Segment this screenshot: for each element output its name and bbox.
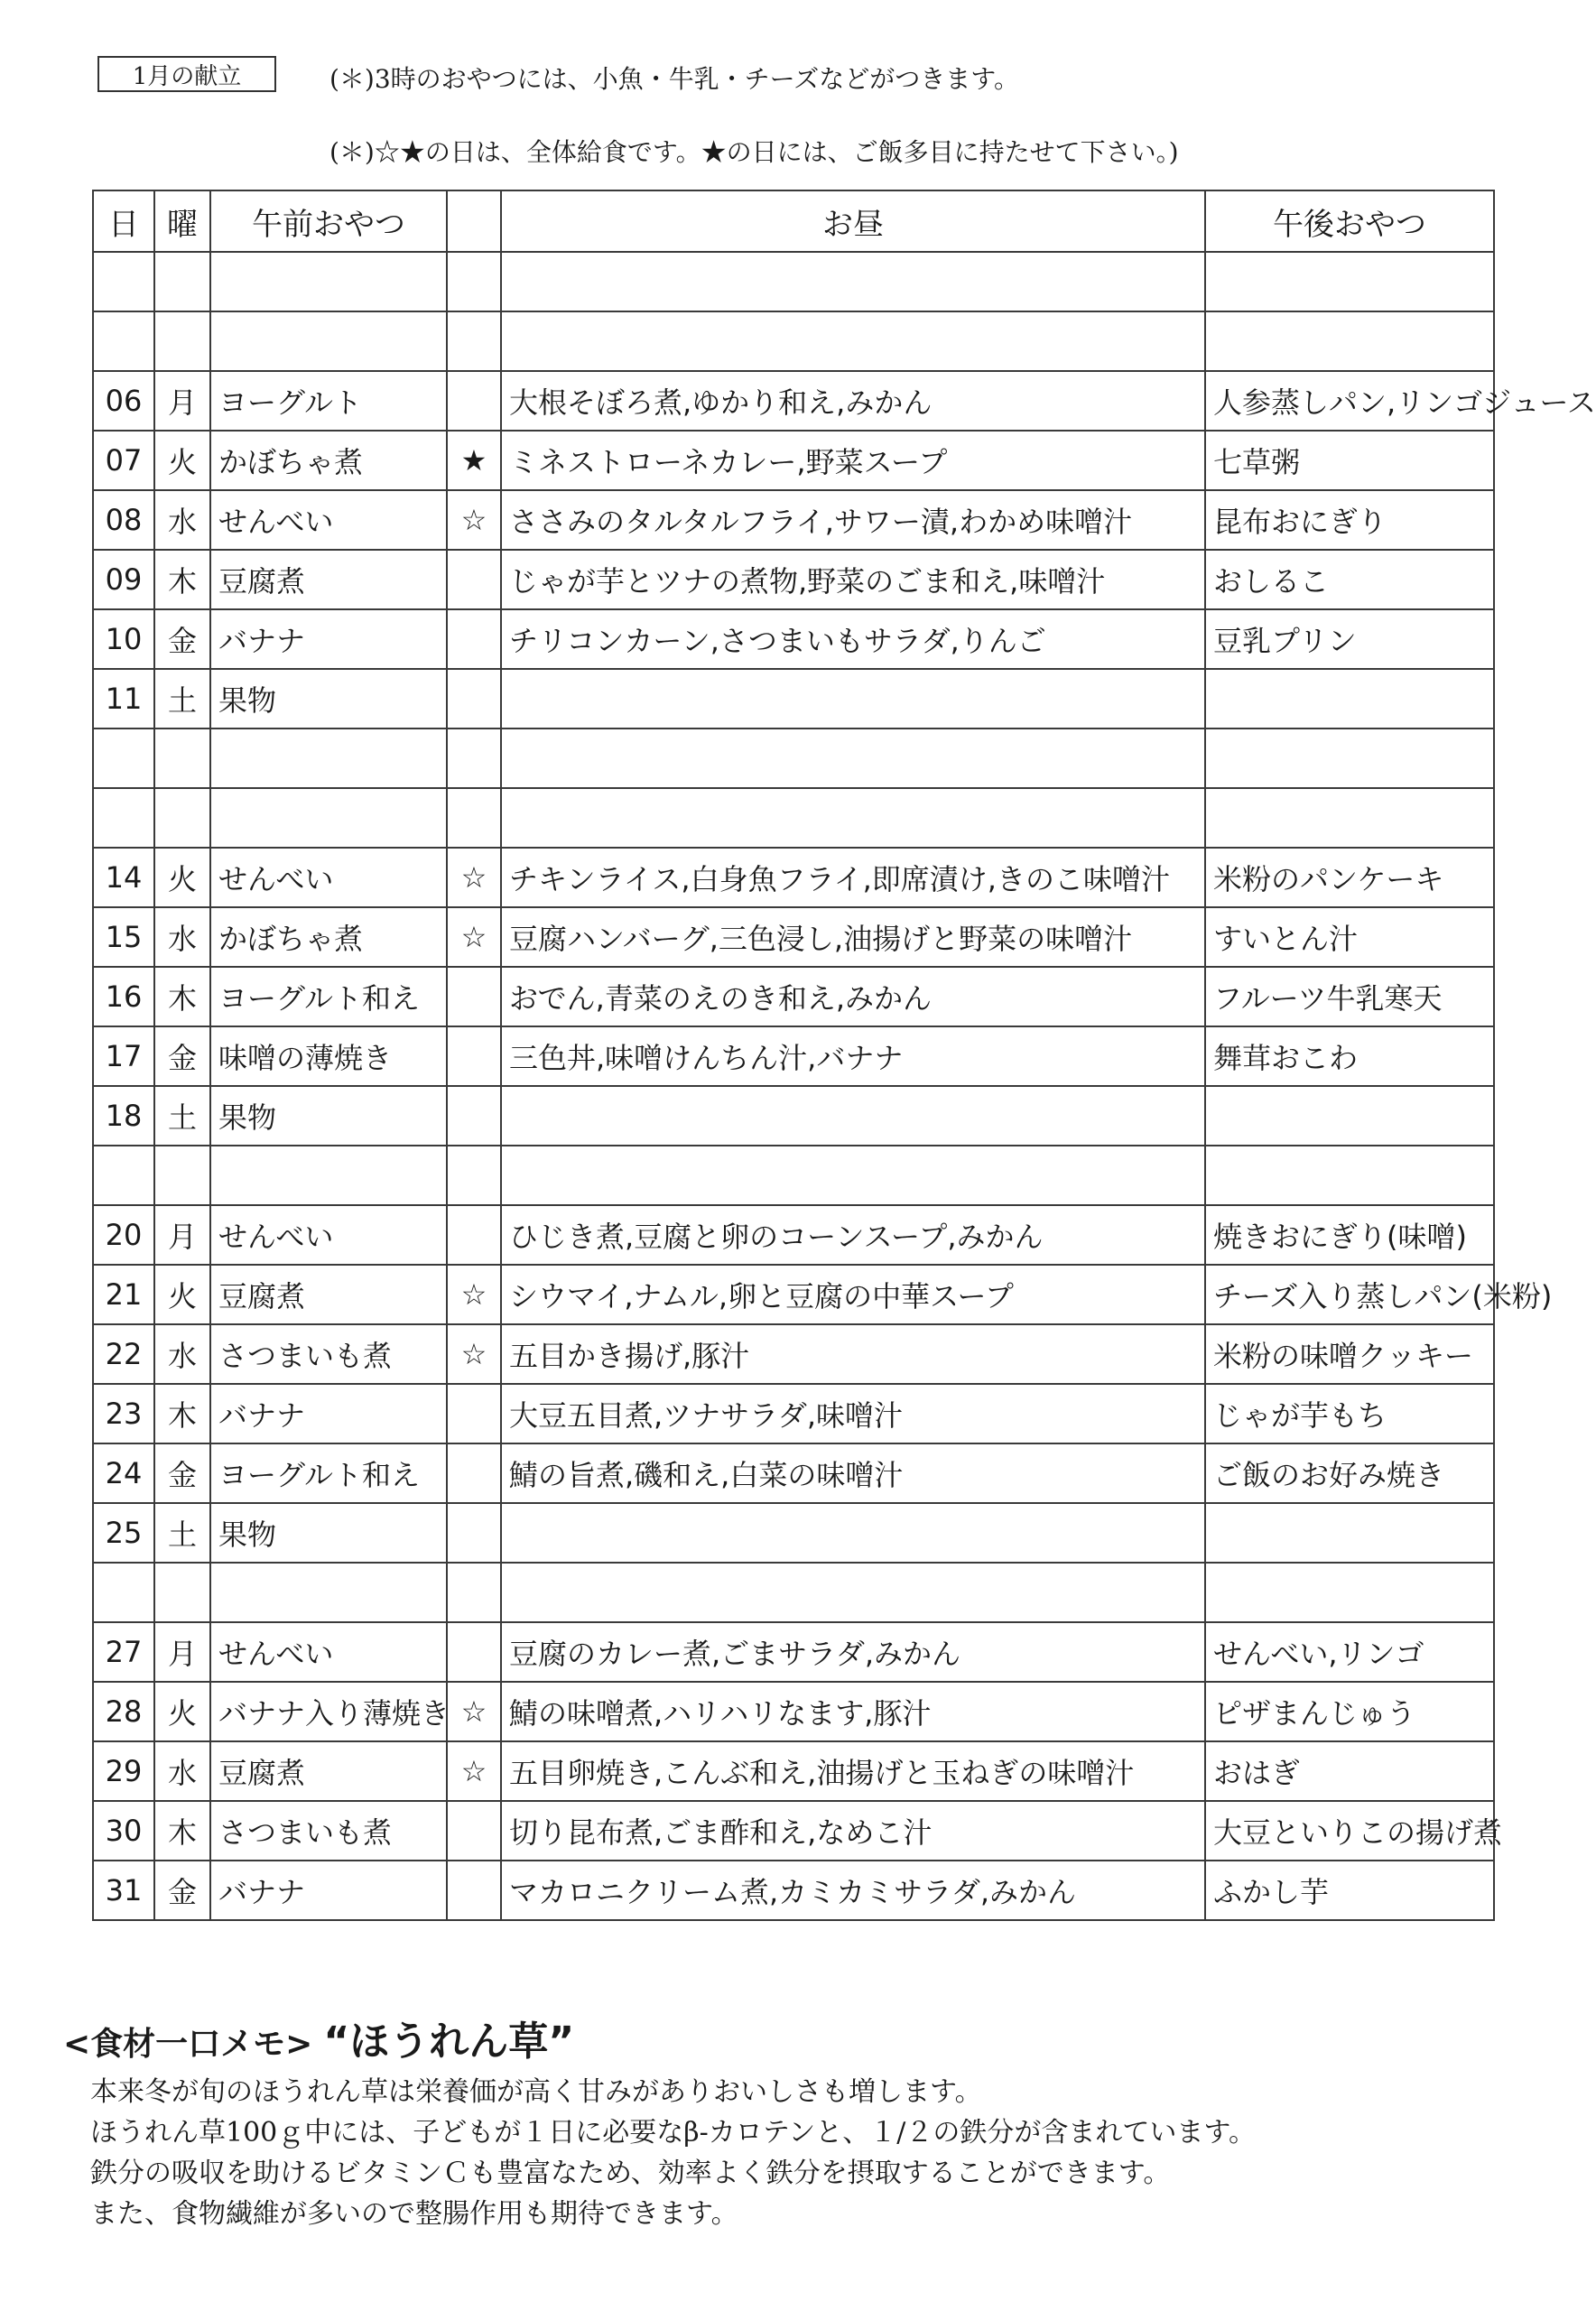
cell-lunch: シウマイ,ナムル,卵と豆腐の中華スープ: [501, 1265, 1205, 1324]
table-row: [93, 431, 1494, 490]
cell-weekday: 木: [154, 1801, 210, 1861]
table-row: [93, 1443, 1494, 1503]
cell-weekday: [154, 252, 210, 311]
cell-day: [93, 1563, 154, 1622]
cell-lunch: じゃが芋とツナの煮物,野菜のごま和え,味噌汁: [501, 550, 1205, 609]
cell-day: 08: [93, 490, 154, 550]
cell-pm-snack: [1205, 669, 1494, 729]
cell-am-snack: さつまいも煮: [210, 1324, 447, 1384]
table-row: [93, 1622, 1494, 1682]
cell-am-snack: [210, 1563, 447, 1622]
cell-lunch: [501, 1563, 1205, 1622]
cell-day: 06: [93, 371, 154, 431]
cell-mark: [447, 311, 501, 371]
cell-lunch: 鯖の味噌煮,ハリハリなます,豚汁: [501, 1682, 1205, 1741]
cell-pm-snack: おしるこ: [1205, 550, 1494, 609]
header-day: 日: [93, 190, 154, 252]
cell-lunch: [501, 729, 1205, 788]
table-row: [93, 371, 1494, 431]
cell-weekday: [154, 311, 210, 371]
cell-weekday: 金: [154, 1026, 210, 1086]
cell-day: 27: [93, 1622, 154, 1682]
table-row: [93, 1026, 1494, 1086]
note-group-meal: (＊)☆★の日は、全体給食です。★の日には、ご飯多目に持たせて下さい。): [329, 137, 1179, 167]
table-row: [93, 729, 1494, 788]
cell-lunch: 大根そぼろ煮,ゆかり和え,みかん: [501, 371, 1205, 431]
cell-day: 11: [93, 669, 154, 729]
table-row: [93, 490, 1494, 550]
cell-mark: [447, 550, 501, 609]
cell-day: 16: [93, 967, 154, 1026]
cell-lunch: 五目かき揚げ,豚汁: [501, 1324, 1205, 1384]
cell-mark: [447, 1563, 501, 1622]
cell-day: 17: [93, 1026, 154, 1086]
cell-lunch: 豆腐のカレー煮,ごまサラダ,みかん: [501, 1622, 1205, 1682]
cell-weekday: 木: [154, 550, 210, 609]
cell-mark: [447, 1384, 501, 1443]
header-am-snack: 午前おやつ: [210, 190, 447, 252]
cell-mark: [447, 967, 501, 1026]
menu-body: [93, 252, 1596, 1920]
cell-mark: [447, 1026, 501, 1086]
cell-weekday: 土: [154, 1086, 210, 1146]
header-weekday: 曜: [154, 190, 210, 252]
cell-pm-snack: 米粉の味噌クッキー: [1205, 1324, 1494, 1384]
cell-day: 21: [93, 1265, 154, 1324]
table-row: [93, 1563, 1494, 1622]
table-row: [93, 1205, 1494, 1265]
cell-pm-snack: [1205, 788, 1494, 848]
cell-weekday: 水: [154, 490, 210, 550]
memo-body: [90, 2072, 1256, 2234]
cell-weekday: 木: [154, 967, 210, 1026]
cell-mark: [447, 1622, 501, 1682]
note-snack: (＊)3時のおやつには、小魚・牛乳・チーズなどがつきます。: [329, 64, 1020, 94]
cell-am-snack: 果物: [210, 1503, 447, 1563]
cell-pm-snack: おはぎ: [1205, 1741, 1494, 1801]
cell-am-snack: 味噌の薄焼き: [210, 1026, 447, 1086]
cell-day: 30: [93, 1801, 154, 1861]
header-pm-snack: 午後おやつ: [1205, 190, 1494, 252]
memo-line: また、食物繊維が多いので整腸作用も期待できます。: [90, 2198, 738, 2230]
header-lunch: お昼: [501, 190, 1205, 252]
cell-am-snack: かぼちゃ煮: [210, 907, 447, 967]
cell-pm-snack: チーズ入り蒸しパン(米粉): [1205, 1265, 1494, 1324]
cell-am-snack: 豆腐煮: [210, 1265, 447, 1324]
cell-mark: ☆: [447, 848, 501, 907]
cell-pm-snack: じゃが芋もち: [1205, 1384, 1494, 1443]
cell-mark: [447, 1503, 501, 1563]
cell-day: 24: [93, 1443, 154, 1503]
table-row: [93, 1682, 1494, 1741]
cell-pm-snack: [1205, 729, 1494, 788]
cell-lunch: ひじき煮,豆腐と卵のコーンスープ,みかん: [501, 1205, 1205, 1265]
cell-am-snack: [210, 311, 447, 371]
cell-day: [93, 729, 154, 788]
cell-lunch: [501, 1503, 1205, 1563]
cell-pm-snack: フルーツ牛乳寒天: [1205, 967, 1494, 1026]
cell-day: 07: [93, 431, 154, 490]
cell-pm-snack: [1205, 1563, 1494, 1622]
cell-am-snack: さつまいも煮: [210, 1801, 447, 1861]
cell-am-snack: [210, 729, 447, 788]
cell-day: 20: [93, 1205, 154, 1265]
cell-mark: [447, 1443, 501, 1503]
cell-lunch: 切り昆布煮,ごま酢和え,なめこ汁: [501, 1801, 1205, 1861]
cell-lunch: 鯖の旨煮,磯和え,白菜の味噌汁: [501, 1443, 1205, 1503]
table-header-row: [93, 190, 1494, 252]
table-row: [93, 1324, 1494, 1384]
cell-am-snack: 果物: [210, 1086, 447, 1146]
memo-heading: [63, 2009, 574, 2066]
memo-line: 本来冬が旬のほうれん草は栄養価が高く甘みがありおいしさも増します。: [90, 2076, 982, 2108]
table-row: [93, 967, 1494, 1026]
cell-day: 15: [93, 907, 154, 967]
cell-mark: [447, 1205, 501, 1265]
cell-pm-snack: 七草粥: [1205, 431, 1494, 490]
cell-weekday: 土: [154, 1503, 210, 1563]
cell-pm-snack: [1205, 1086, 1494, 1146]
cell-lunch: [501, 252, 1205, 311]
cell-pm-snack: 豆乳プリン: [1205, 609, 1494, 669]
cell-weekday: 金: [154, 609, 210, 669]
cell-lunch: [501, 669, 1205, 729]
cell-mark: [447, 669, 501, 729]
cell-am-snack: [210, 1146, 447, 1205]
cell-lunch: [501, 1086, 1205, 1146]
cell-pm-snack: [1205, 252, 1494, 311]
table-row: [93, 609, 1494, 669]
memo-heading-label: <食材一口メモ>: [63, 2026, 313, 2063]
cell-pm-snack: [1205, 1503, 1494, 1563]
cell-lunch: [501, 311, 1205, 371]
cell-weekday: 金: [154, 1443, 210, 1503]
cell-am-snack: かぼちゃ煮: [210, 431, 447, 490]
cell-am-snack: バナナ: [210, 1384, 447, 1443]
cell-lunch: チリコンカーン,さつまいもサラダ,りんご: [501, 609, 1205, 669]
table-row: [93, 311, 1494, 371]
cell-mark: [447, 1086, 501, 1146]
cell-pm-snack: ご飯のお好み焼き: [1205, 1443, 1494, 1503]
table-row: [93, 1086, 1494, 1146]
cell-am-snack: バナナ: [210, 609, 447, 669]
cell-mark: ☆: [447, 1682, 501, 1741]
memo-line: 鉄分の吸収を助けるビタミンＣも豊富なため、効率よく鉄分を摂取することができます。: [90, 2158, 1171, 2189]
cell-weekday: 月: [154, 1622, 210, 1682]
cell-am-snack: バナナ: [210, 1861, 447, 1920]
cell-day: 25: [93, 1503, 154, 1563]
cell-mark: [447, 609, 501, 669]
menu-table: [92, 190, 1596, 1921]
cell-lunch: おでん,青菜のえのき和え,みかん: [501, 967, 1205, 1026]
cell-mark: [447, 788, 501, 848]
cell-am-snack: 豆腐煮: [210, 550, 447, 609]
cell-mark: [447, 729, 501, 788]
table-row: [93, 1384, 1494, 1443]
cell-day: 10: [93, 609, 154, 669]
cell-mark: [447, 1146, 501, 1205]
memo-title: “ほうれん草”: [323, 2019, 575, 2065]
cell-mark: ☆: [447, 1265, 501, 1324]
cell-mark: ☆: [447, 1324, 501, 1384]
table-row: [93, 1741, 1494, 1801]
cell-lunch: 五目卵焼き,こんぶ和え,油揚げと玉ねぎの味噌汁: [501, 1741, 1205, 1801]
cell-day: 14: [93, 848, 154, 907]
cell-lunch: 三色丼,味噌けんちん汁,バナナ: [501, 1026, 1205, 1086]
table-row: [93, 1861, 1494, 1920]
cell-day: [93, 1146, 154, 1205]
cell-pm-snack: [1205, 311, 1494, 371]
cell-weekday: 火: [154, 1265, 210, 1324]
cell-pm-snack: すいとん汁: [1205, 907, 1494, 967]
cell-am-snack: バナナ入り薄焼き: [210, 1682, 447, 1741]
cell-am-snack: せんべい: [210, 848, 447, 907]
cell-am-snack: [210, 252, 447, 311]
cell-pm-snack: 昆布おにぎり: [1205, 490, 1494, 550]
cell-day: 18: [93, 1086, 154, 1146]
table-row: [93, 1265, 1494, 1324]
cell-weekday: 水: [154, 1324, 210, 1384]
cell-am-snack: [210, 788, 447, 848]
cell-weekday: 火: [154, 1682, 210, 1741]
cell-lunch: [501, 1146, 1205, 1205]
cell-am-snack: せんべい: [210, 1622, 447, 1682]
cell-day: 22: [93, 1324, 154, 1384]
cell-weekday: 火: [154, 848, 210, 907]
cell-mark: ★: [447, 431, 501, 490]
cell-weekday: 月: [154, 371, 210, 431]
cell-lunch: ささみのタルタルフライ,サワー漬,わかめ味噌汁: [501, 490, 1205, 550]
cell-lunch: ミネストローネカレー,野菜スープ: [501, 431, 1205, 490]
cell-pm-snack: ふかし芋: [1205, 1861, 1494, 1920]
cell-am-snack: ヨーグルト和え: [210, 967, 447, 1026]
cell-weekday: [154, 788, 210, 848]
header-mark: [447, 190, 501, 252]
month-label: 1月の献立: [97, 56, 276, 92]
cell-day: [93, 311, 154, 371]
cell-day: [93, 252, 154, 311]
cell-am-snack: 豆腐煮: [210, 1741, 447, 1801]
cell-pm-snack: 大豆といりこの揚げ煮: [1205, 1801, 1494, 1861]
table-row: [93, 907, 1494, 967]
cell-am-snack: ヨーグルト: [210, 371, 447, 431]
cell-lunch: 大豆五目煮,ツナサラダ,味噌汁: [501, 1384, 1205, 1443]
cell-weekday: [154, 1146, 210, 1205]
table-row: [93, 1801, 1494, 1861]
cell-lunch: マカロニクリーム煮,カミカミサラダ,みかん: [501, 1861, 1205, 1920]
cell-pm-snack: 人参蒸しパン,リンゴジュース: [1205, 371, 1494, 431]
cell-pm-snack: ピザまんじゅう: [1205, 1682, 1494, 1741]
cell-lunch: チキンライス,白身魚フライ,即席漬け,きのこ味噌汁: [501, 848, 1205, 907]
cell-weekday: 月: [154, 1205, 210, 1265]
cell-pm-snack: 米粉のパンケーキ: [1205, 848, 1494, 907]
cell-day: 09: [93, 550, 154, 609]
table-row: [93, 1146, 1494, 1205]
cell-weekday: 土: [154, 669, 210, 729]
cell-weekday: [154, 1563, 210, 1622]
table-row: [93, 252, 1494, 311]
table-row: [93, 788, 1494, 848]
table-row: [93, 848, 1494, 907]
cell-pm-snack: 焼きおにぎり(味噌): [1205, 1205, 1494, 1265]
cell-lunch: 豆腐ハンバーグ,三色浸し,油揚げと野菜の味噌汁: [501, 907, 1205, 967]
cell-weekday: 火: [154, 431, 210, 490]
cell-day: 28: [93, 1682, 154, 1741]
memo-line: ほうれん草100ｇ中には、子どもが１日に必要なβ-カロテンと、１/２の鉄分が含まれています。: [90, 2117, 1256, 2149]
cell-mark: ☆: [447, 907, 501, 967]
cell-mark: [447, 1801, 501, 1861]
cell-pm-snack: [1205, 1146, 1494, 1205]
table-row: [93, 550, 1494, 609]
cell-weekday: 水: [154, 907, 210, 967]
cell-weekday: 木: [154, 1384, 210, 1443]
cell-mark: [447, 371, 501, 431]
cell-am-snack: せんべい: [210, 490, 447, 550]
cell-day: 31: [93, 1861, 154, 1920]
cell-am-snack: 果物: [210, 669, 447, 729]
cell-day: 29: [93, 1741, 154, 1801]
cell-pm-snack: せんべい,リンゴ: [1205, 1622, 1494, 1682]
cell-mark: [447, 1861, 501, 1920]
cell-lunch: [501, 788, 1205, 848]
table-row: [93, 1503, 1494, 1563]
cell-mark: ☆: [447, 490, 501, 550]
cell-weekday: 金: [154, 1861, 210, 1920]
cell-day: 23: [93, 1384, 154, 1443]
cell-mark: ☆: [447, 1741, 501, 1801]
cell-pm-snack: 舞茸おこわ: [1205, 1026, 1494, 1086]
table-row: [93, 669, 1494, 729]
cell-am-snack: ヨーグルト和え: [210, 1443, 447, 1503]
cell-mark: [447, 252, 501, 311]
cell-day: [93, 788, 154, 848]
cell-am-snack: せんべい: [210, 1205, 447, 1265]
cell-weekday: 水: [154, 1741, 210, 1801]
cell-weekday: [154, 729, 210, 788]
